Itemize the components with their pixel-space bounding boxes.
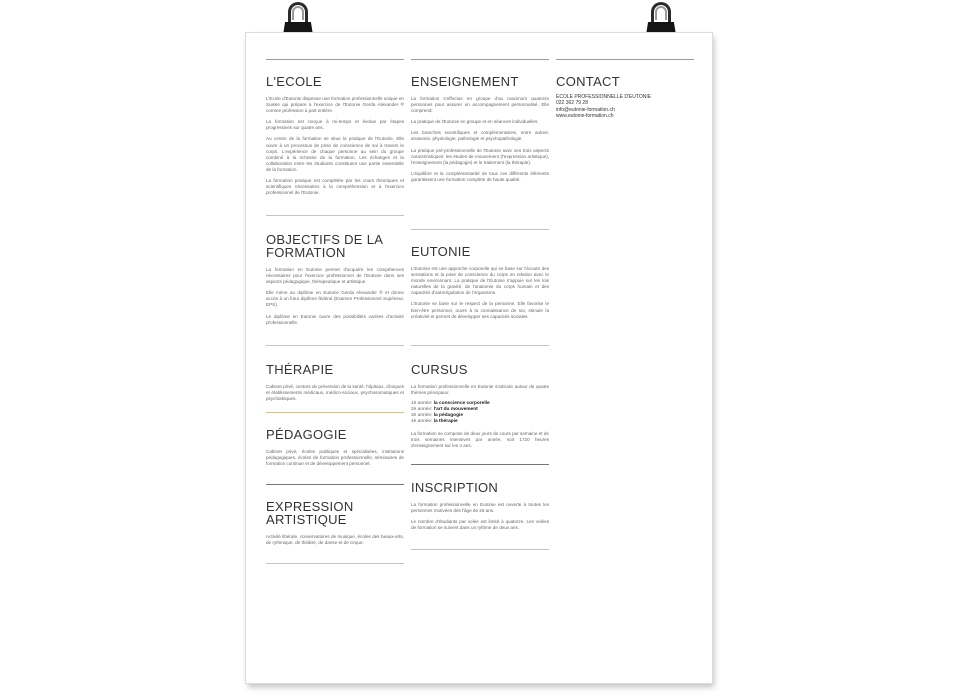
list-item: 4è année: la thérapie [411, 419, 458, 425]
paragraph: La formation professionnelle en Eutonie est ouverte à toutes les personnes motivées dès l'âge de 25 ans. [411, 502, 549, 514]
divider [266, 563, 404, 564]
paragraph: La formation est conçue à mi-temps et évolue par étapes progressives sur quatre ans. [266, 119, 404, 131]
paragraph: Cabinet privé, écoles publiques et spécialisées, institutions pédagogiques, écoles de formation professionnelle, séminaires de formation continue et de développement personnel. [266, 449, 404, 467]
paragraph: La formation pratique est complétée par les cours théoriques et scientifiques nécessaires à la compréhension et à l'exercice professionnel de l'Eutonie. [266, 178, 404, 196]
cursus-year-list [411, 401, 549, 425]
contact-website[interactable]: www.eutonie-formation.ch [556, 113, 614, 120]
section-inscription [411, 481, 549, 536]
section-therapie [266, 363, 404, 407]
paragraph: La formation en Eutonie permet d'acquérir les compétences nécessaires pour l'exercice professionnel de l'Eutonie dans ses aspects pédagogique, thérapeutique et artistique. [266, 267, 404, 285]
section-pedagogie [266, 428, 404, 472]
contact-email[interactable]: info@eutonie-formation.ch [556, 106, 615, 113]
divider [411, 464, 549, 465]
list-item: 1è année: la conscience corporelle [411, 401, 490, 407]
contact-phone: 022 362 79 28 [556, 100, 588, 107]
section-expression [266, 500, 404, 551]
divider [266, 345, 404, 346]
poster-sheet [246, 33, 712, 683]
section-contact [556, 75, 694, 120]
paragraph: La formation professionnelle en Eutonie s'articule autour de quatre thèmes principaux: [411, 384, 549, 396]
top-rule-col1 [266, 59, 404, 60]
section-title: INSCRIPTION [411, 480, 499, 495]
paragraph: Activité libérale, conservatoires de musique, écoles des beaux-arts, de rythmique, de théâtre, de danse et de cirque. [266, 534, 404, 546]
section-title: EUTONIE [411, 244, 471, 259]
paragraph: L'Eutonie est une approche corporelle qui se base sur l'écoute des sensations et la prise de conscience du corps en relation avec le monde environnant. La pratique de l'Eutonie s'appuie sur les lois naturelles de la gravité, de l'anatomie du corps humain et des capacités d'autorégulation de l'organisme. [411, 266, 549, 296]
section-title: PÉDAGOGIE [266, 427, 347, 442]
divider [411, 549, 549, 550]
paragraph: La pratique de l'Eutonie en groupe et en séances individuelles. [411, 119, 539, 125]
paragraph: Les branches scientifiques et complémentaires, entre autres: anatomie, physiologie, pathologie et psychopathologie. [411, 130, 549, 142]
section-ecole [266, 75, 404, 201]
paragraph: Elle mène au diplôme en Eutonie Gerda Alexander ® et donne accès à un futur diplôme fédéral (Examen Professionnel Supérieur, EPS). [266, 290, 404, 308]
paragraph: Le nombre d'étudiants par volée est limité à quatorze. Les volées de formation se suivent dans un rythme de deux ans. [411, 519, 549, 531]
section-title: CONTACT [556, 74, 620, 89]
top-rule-col2 [411, 59, 549, 60]
paragraph: La formation s'effectue en groupe d'au maximum quatorze personnes pour assurer un accompagnement personnalisé. Elle comprend: [411, 96, 549, 114]
section-cursus [411, 363, 549, 454]
paragraph: L'Eutonie se base sur le respect de la personne. Elle favorise le bien-être personnel, ouvre à la connaissance de soi, stimule la créativité et permet de développer ses capacités sociales. [411, 301, 549, 319]
paragraph: Au centre de la formation se situe la pratique de l'Eutonie. Elle ouvre à un processus de prise de conscience de soi à travers le corps. L'expérience de chaque personne au sein du groupe combiné à la richesse de la formation. Les échanges et la collaboration entre les étudiants constituent une partie essentielle de la formation. [266, 136, 404, 172]
paragraph: L'Ecole d'Eutonie dispense une formation professionnelle unique en Suisse qui prépare à l'exercice de l'Eutonie Gerda Alexander ® comme profession à part entière. [266, 96, 404, 114]
list-item: 3è année: la pédagogie [411, 413, 464, 419]
paragraph: Cabinet privé, centres de prévention de la santé, hôpitaux, cliniques et établissements médicaux, médico-sociaux, psychosomatiques et psychiatriques. [266, 384, 404, 402]
top-rule-col3 [556, 59, 694, 60]
list-item: 2è année: l'art du mouvement [411, 407, 478, 413]
section-title: L'ECOLE [266, 74, 322, 89]
section-title: OBJECTIFS DE LA FORMATION [266, 232, 383, 260]
divider [266, 412, 404, 413]
section-title: CURSUS [411, 362, 468, 377]
paragraph: Le diplôme en Eutonie ouvre des possibilités variées d'activité professionnelle. [266, 313, 404, 325]
divider [411, 345, 549, 346]
divider [411, 229, 549, 230]
section-title: ENSEIGNEMENT [411, 74, 519, 89]
divider [266, 484, 404, 485]
paragraph: La formation se compose de deux jours de cours par semaine et de trois semaines intensives par année, soit 1720 heures d'enseignement sur les 4 ans. [411, 430, 549, 448]
contact-school: ECOLE PROFESSIONNELLE D'EUTONIE [556, 94, 652, 100]
section-eutonie [411, 245, 549, 325]
section-enseignement [411, 75, 549, 188]
section-title: EXPRESSION ARTISTIQUE [266, 499, 354, 527]
paragraph: L'équilibre et la complémentarité de tous ces différents éléments garantissent une formation complète de haute qualité. [411, 170, 549, 182]
section-objectifs [266, 233, 404, 331]
paragraph: La pratique pré-professionnelle de l'Eutonie avec ses trois aspects caractéristiques: les études de mouvement (l'expression artistique), l'enseignement (la pédagogie) et le traitement (la thérapie). [411, 147, 549, 165]
section-title: THÉRAPIE [266, 362, 334, 377]
divider [266, 215, 404, 216]
